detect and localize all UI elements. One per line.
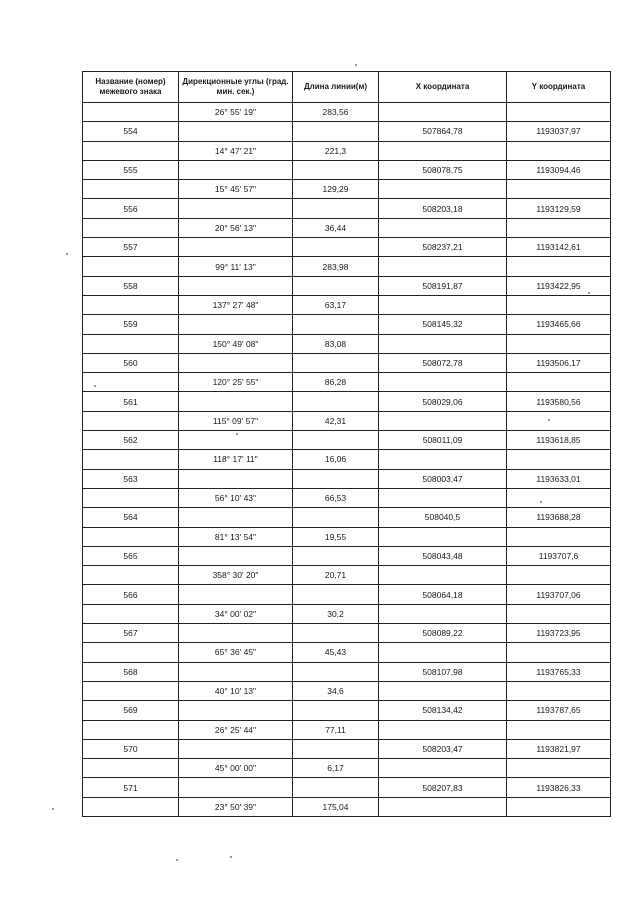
- point-row: [83, 353, 611, 372]
- point-name-cell: 558: [83, 276, 179, 295]
- empty-cell: [379, 759, 507, 778]
- empty-cell: [83, 720, 179, 739]
- empty-cell: [83, 759, 179, 778]
- empty-cell: [507, 681, 611, 700]
- empty-cell: [83, 103, 179, 122]
- y-coordinate-cell: 1193723,95: [507, 624, 611, 643]
- header-line-length: Длина линии(м): [293, 72, 379, 103]
- direction-angle-cell: 118° 17' 11": [179, 450, 293, 469]
- empty-cell: [507, 180, 611, 199]
- empty-cell: [507, 334, 611, 353]
- direction-angle-cell: 23° 50' 39": [179, 797, 293, 816]
- empty-cell: [379, 797, 507, 816]
- segment-row: [83, 257, 611, 276]
- point-name-cell: 569: [83, 701, 179, 720]
- direction-angle-cell: 34° 00' 02": [179, 604, 293, 623]
- empty-cell: [379, 141, 507, 160]
- empty-cell: [379, 103, 507, 122]
- scan-speck: [236, 433, 238, 435]
- empty-cell: [379, 373, 507, 392]
- empty-cell: [293, 392, 379, 411]
- empty-cell: [83, 643, 179, 662]
- x-coordinate-cell: 508089,22: [379, 624, 507, 643]
- line-length-cell: 42,31: [293, 411, 379, 430]
- empty-cell: [507, 411, 611, 430]
- empty-cell: [179, 739, 293, 758]
- line-length-cell: 6,17: [293, 759, 379, 778]
- empty-cell: [83, 218, 179, 237]
- direction-angle-cell: 65° 36' 45": [179, 643, 293, 662]
- line-length-cell: 20,71: [293, 566, 379, 585]
- empty-cell: [293, 585, 379, 604]
- empty-cell: [379, 566, 507, 585]
- empty-cell: [379, 257, 507, 276]
- empty-cell: [83, 488, 179, 507]
- empty-cell: [83, 566, 179, 585]
- x-coordinate-cell: 508072,78: [379, 353, 507, 372]
- point-name-cell: 571: [83, 778, 179, 797]
- empty-cell: [379, 411, 507, 430]
- empty-cell: [179, 624, 293, 643]
- point-name-cell: 568: [83, 662, 179, 681]
- point-name-cell: 560: [83, 353, 179, 372]
- point-row: [83, 469, 611, 488]
- point-row: [83, 624, 611, 643]
- empty-cell: [507, 257, 611, 276]
- segment-row: [83, 797, 611, 816]
- point-row: [83, 778, 611, 797]
- direction-angle-cell: 150° 49' 08": [179, 334, 293, 353]
- empty-cell: [293, 546, 379, 565]
- point-row: [83, 276, 611, 295]
- y-coordinate-cell: 1193688,28: [507, 508, 611, 527]
- point-name-cell: 557: [83, 238, 179, 257]
- x-coordinate-cell: 508011,09: [379, 431, 507, 450]
- line-length-cell: 19,55: [293, 527, 379, 546]
- scan-speck: [548, 419, 550, 421]
- empty-cell: [507, 103, 611, 122]
- segment-row: [83, 450, 611, 469]
- x-coordinate-cell: 508207,83: [379, 778, 507, 797]
- point-name-cell: 565: [83, 546, 179, 565]
- direction-angle-cell: 115° 09' 57": [179, 411, 293, 430]
- empty-cell: [83, 257, 179, 276]
- point-row: [83, 238, 611, 257]
- empty-cell: [293, 276, 379, 295]
- empty-cell: [507, 604, 611, 623]
- segment-row: [83, 527, 611, 546]
- direction-angle-cell: 26° 25' 44": [179, 720, 293, 739]
- point-row: [83, 546, 611, 565]
- point-name-cell: 570: [83, 739, 179, 758]
- segment-row: [83, 411, 611, 430]
- x-coordinate-cell: 508107,98: [379, 662, 507, 681]
- empty-cell: [379, 450, 507, 469]
- empty-cell: [507, 720, 611, 739]
- segment-row: [83, 334, 611, 353]
- scan-speck: [230, 856, 232, 858]
- x-coordinate-cell: 508029,06: [379, 392, 507, 411]
- point-name-cell: 555: [83, 160, 179, 179]
- point-row: [83, 508, 611, 527]
- empty-cell: [293, 199, 379, 218]
- segment-row: [83, 141, 611, 160]
- scan-speck: [52, 808, 54, 810]
- empty-cell: [179, 122, 293, 141]
- direction-angle-cell: 45° 00' 00": [179, 759, 293, 778]
- header-direction-angle: Дирекционные углы (град. мин. сек.): [179, 72, 293, 103]
- x-coordinate-cell: 508064,18: [379, 585, 507, 604]
- empty-cell: [507, 527, 611, 546]
- empty-cell: [179, 701, 293, 720]
- empty-cell: [379, 180, 507, 199]
- y-coordinate-cell: 1193765,33: [507, 662, 611, 681]
- line-length-cell: 66,53: [293, 488, 379, 507]
- direction-angle-cell: 120° 25' 55": [179, 373, 293, 392]
- empty-cell: [379, 527, 507, 546]
- y-coordinate-cell: 1193506,17: [507, 353, 611, 372]
- empty-cell: [83, 334, 179, 353]
- segment-row: [83, 180, 611, 199]
- x-coordinate-cell: 508203,47: [379, 739, 507, 758]
- empty-cell: [179, 662, 293, 681]
- table-body: [83, 103, 611, 817]
- scan-speck: [540, 501, 542, 503]
- x-coordinate-cell: 508003,47: [379, 469, 507, 488]
- scan-speck: [176, 859, 178, 861]
- point-name-cell: 566: [83, 585, 179, 604]
- empty-cell: [379, 295, 507, 314]
- empty-cell: [507, 759, 611, 778]
- point-row: [83, 431, 611, 450]
- line-length-cell: 16,06: [293, 450, 379, 469]
- y-coordinate-cell: 1193580,56: [507, 392, 611, 411]
- y-coordinate-cell: 1193707,6: [507, 546, 611, 565]
- empty-cell: [293, 778, 379, 797]
- line-length-cell: 36,44: [293, 218, 379, 237]
- line-length-cell: 34,6: [293, 681, 379, 700]
- empty-cell: [179, 199, 293, 218]
- empty-cell: [293, 662, 379, 681]
- point-row: [83, 739, 611, 758]
- x-coordinate-cell: 508191,87: [379, 276, 507, 295]
- x-coordinate-cell: 508078,75: [379, 160, 507, 179]
- empty-cell: [379, 604, 507, 623]
- x-coordinate-cell: 507864,78: [379, 122, 507, 141]
- empty-cell: [507, 450, 611, 469]
- segment-row: [83, 103, 611, 122]
- line-length-cell: 86,28: [293, 373, 379, 392]
- empty-cell: [179, 238, 293, 257]
- empty-cell: [507, 566, 611, 585]
- direction-angle-cell: 26° 55' 19": [179, 103, 293, 122]
- point-row: [83, 701, 611, 720]
- table-header-row: [83, 72, 611, 103]
- empty-cell: [83, 527, 179, 546]
- segment-row: [83, 759, 611, 778]
- line-length-cell: 283,56: [293, 103, 379, 122]
- empty-cell: [293, 508, 379, 527]
- y-coordinate-cell: 1193707,06: [507, 585, 611, 604]
- empty-cell: [179, 160, 293, 179]
- empty-cell: [179, 778, 293, 797]
- survey-sheet: [82, 71, 610, 817]
- direction-angle-cell: 358° 30' 20": [179, 566, 293, 585]
- scan-speck: [66, 253, 68, 255]
- x-coordinate-cell: 508043,48: [379, 546, 507, 565]
- empty-cell: [507, 488, 611, 507]
- y-coordinate-cell: 1193142,61: [507, 238, 611, 257]
- empty-cell: [379, 720, 507, 739]
- empty-cell: [507, 218, 611, 237]
- empty-cell: [507, 141, 611, 160]
- line-length-cell: 63,17: [293, 295, 379, 314]
- y-coordinate-cell: 1193821,97: [507, 739, 611, 758]
- line-length-cell: 30,2: [293, 604, 379, 623]
- empty-cell: [179, 546, 293, 565]
- empty-cell: [83, 373, 179, 392]
- empty-cell: [83, 180, 179, 199]
- segment-row: [83, 566, 611, 585]
- point-name-cell: 556: [83, 199, 179, 218]
- empty-cell: [507, 373, 611, 392]
- empty-cell: [179, 353, 293, 372]
- boundary-coordinates-table: [82, 71, 611, 817]
- y-coordinate-cell: 1193826,33: [507, 778, 611, 797]
- empty-cell: [293, 353, 379, 372]
- empty-cell: [507, 643, 611, 662]
- x-coordinate-cell: 508145,32: [379, 315, 507, 334]
- direction-angle-cell: 15° 45' 57": [179, 180, 293, 199]
- segment-row: [83, 218, 611, 237]
- point-row: [83, 199, 611, 218]
- y-coordinate-cell: 1193094,46: [507, 160, 611, 179]
- empty-cell: [179, 315, 293, 334]
- x-coordinate-cell: 508203,18: [379, 199, 507, 218]
- point-row: [83, 392, 611, 411]
- empty-cell: [83, 797, 179, 816]
- line-length-cell: 45,43: [293, 643, 379, 662]
- empty-cell: [83, 450, 179, 469]
- point-row: [83, 122, 611, 141]
- point-row: [83, 662, 611, 681]
- x-coordinate-cell: 508134,42: [379, 701, 507, 720]
- segment-row: [83, 681, 611, 700]
- empty-cell: [179, 392, 293, 411]
- point-row: [83, 585, 611, 604]
- empty-cell: [293, 739, 379, 758]
- empty-cell: [83, 681, 179, 700]
- point-name-cell: 563: [83, 469, 179, 488]
- empty-cell: [379, 488, 507, 507]
- line-length-cell: 129,29: [293, 180, 379, 199]
- direction-angle-cell: 40° 10' 13": [179, 681, 293, 700]
- empty-cell: [179, 276, 293, 295]
- point-name-cell: 559: [83, 315, 179, 334]
- segment-row: [83, 488, 611, 507]
- empty-cell: [179, 469, 293, 488]
- point-name-cell: 561: [83, 392, 179, 411]
- empty-cell: [379, 218, 507, 237]
- empty-cell: [83, 411, 179, 430]
- empty-cell: [293, 315, 379, 334]
- line-length-cell: 175,04: [293, 797, 379, 816]
- y-coordinate-cell: 1193633,01: [507, 469, 611, 488]
- empty-cell: [507, 295, 611, 314]
- header-point-name: Название (номер) межевого знака: [83, 72, 179, 103]
- y-coordinate-cell: 1193037,97: [507, 122, 611, 141]
- y-coordinate-cell: 1193129,59: [507, 199, 611, 218]
- segment-row: [83, 373, 611, 392]
- direction-angle-cell: 20° 56' 13": [179, 218, 293, 237]
- point-row: [83, 160, 611, 179]
- x-coordinate-cell: 508040,5: [379, 508, 507, 527]
- point-row: [83, 315, 611, 334]
- empty-cell: [83, 141, 179, 160]
- direction-angle-cell: 99° 11' 13": [179, 257, 293, 276]
- line-length-cell: 221,3: [293, 141, 379, 160]
- direction-angle-cell: 137° 27' 48": [179, 295, 293, 314]
- empty-cell: [293, 469, 379, 488]
- empty-cell: [179, 585, 293, 604]
- empty-cell: [379, 681, 507, 700]
- empty-cell: [507, 797, 611, 816]
- segment-row: [83, 295, 611, 314]
- direction-angle-cell: 81° 13' 54": [179, 527, 293, 546]
- y-coordinate-cell: 1193422,95: [507, 276, 611, 295]
- line-length-cell: 83,08: [293, 334, 379, 353]
- empty-cell: [293, 238, 379, 257]
- y-coordinate-cell: 1193787,65: [507, 701, 611, 720]
- y-coordinate-cell: 1193618,85: [507, 431, 611, 450]
- point-name-cell: 564: [83, 508, 179, 527]
- x-coordinate-cell: 508237,21: [379, 238, 507, 257]
- direction-angle-cell: 14° 47' 21": [179, 141, 293, 160]
- header-y-coordinate: Y координата: [507, 72, 611, 103]
- header-x-coordinate: X координата: [379, 72, 507, 103]
- empty-cell: [83, 604, 179, 623]
- direction-angle-cell: 56° 10' 43": [179, 488, 293, 507]
- segment-row: [83, 643, 611, 662]
- empty-cell: [379, 643, 507, 662]
- empty-cell: [293, 624, 379, 643]
- point-name-cell: 567: [83, 624, 179, 643]
- empty-cell: [293, 431, 379, 450]
- scan-speck: [588, 292, 590, 294]
- point-name-cell: 554: [83, 122, 179, 141]
- line-length-cell: 77,11: [293, 720, 379, 739]
- empty-cell: [293, 122, 379, 141]
- line-length-cell: 283,98: [293, 257, 379, 276]
- empty-cell: [293, 701, 379, 720]
- empty-cell: [83, 295, 179, 314]
- segment-row: [83, 604, 611, 623]
- empty-cell: [379, 334, 507, 353]
- point-name-cell: 562: [83, 431, 179, 450]
- y-coordinate-cell: 1193465,66: [507, 315, 611, 334]
- scan-speck: [94, 385, 96, 387]
- segment-row: [83, 720, 611, 739]
- empty-cell: [179, 508, 293, 527]
- empty-cell: [293, 160, 379, 179]
- scan-speck: [355, 64, 357, 66]
